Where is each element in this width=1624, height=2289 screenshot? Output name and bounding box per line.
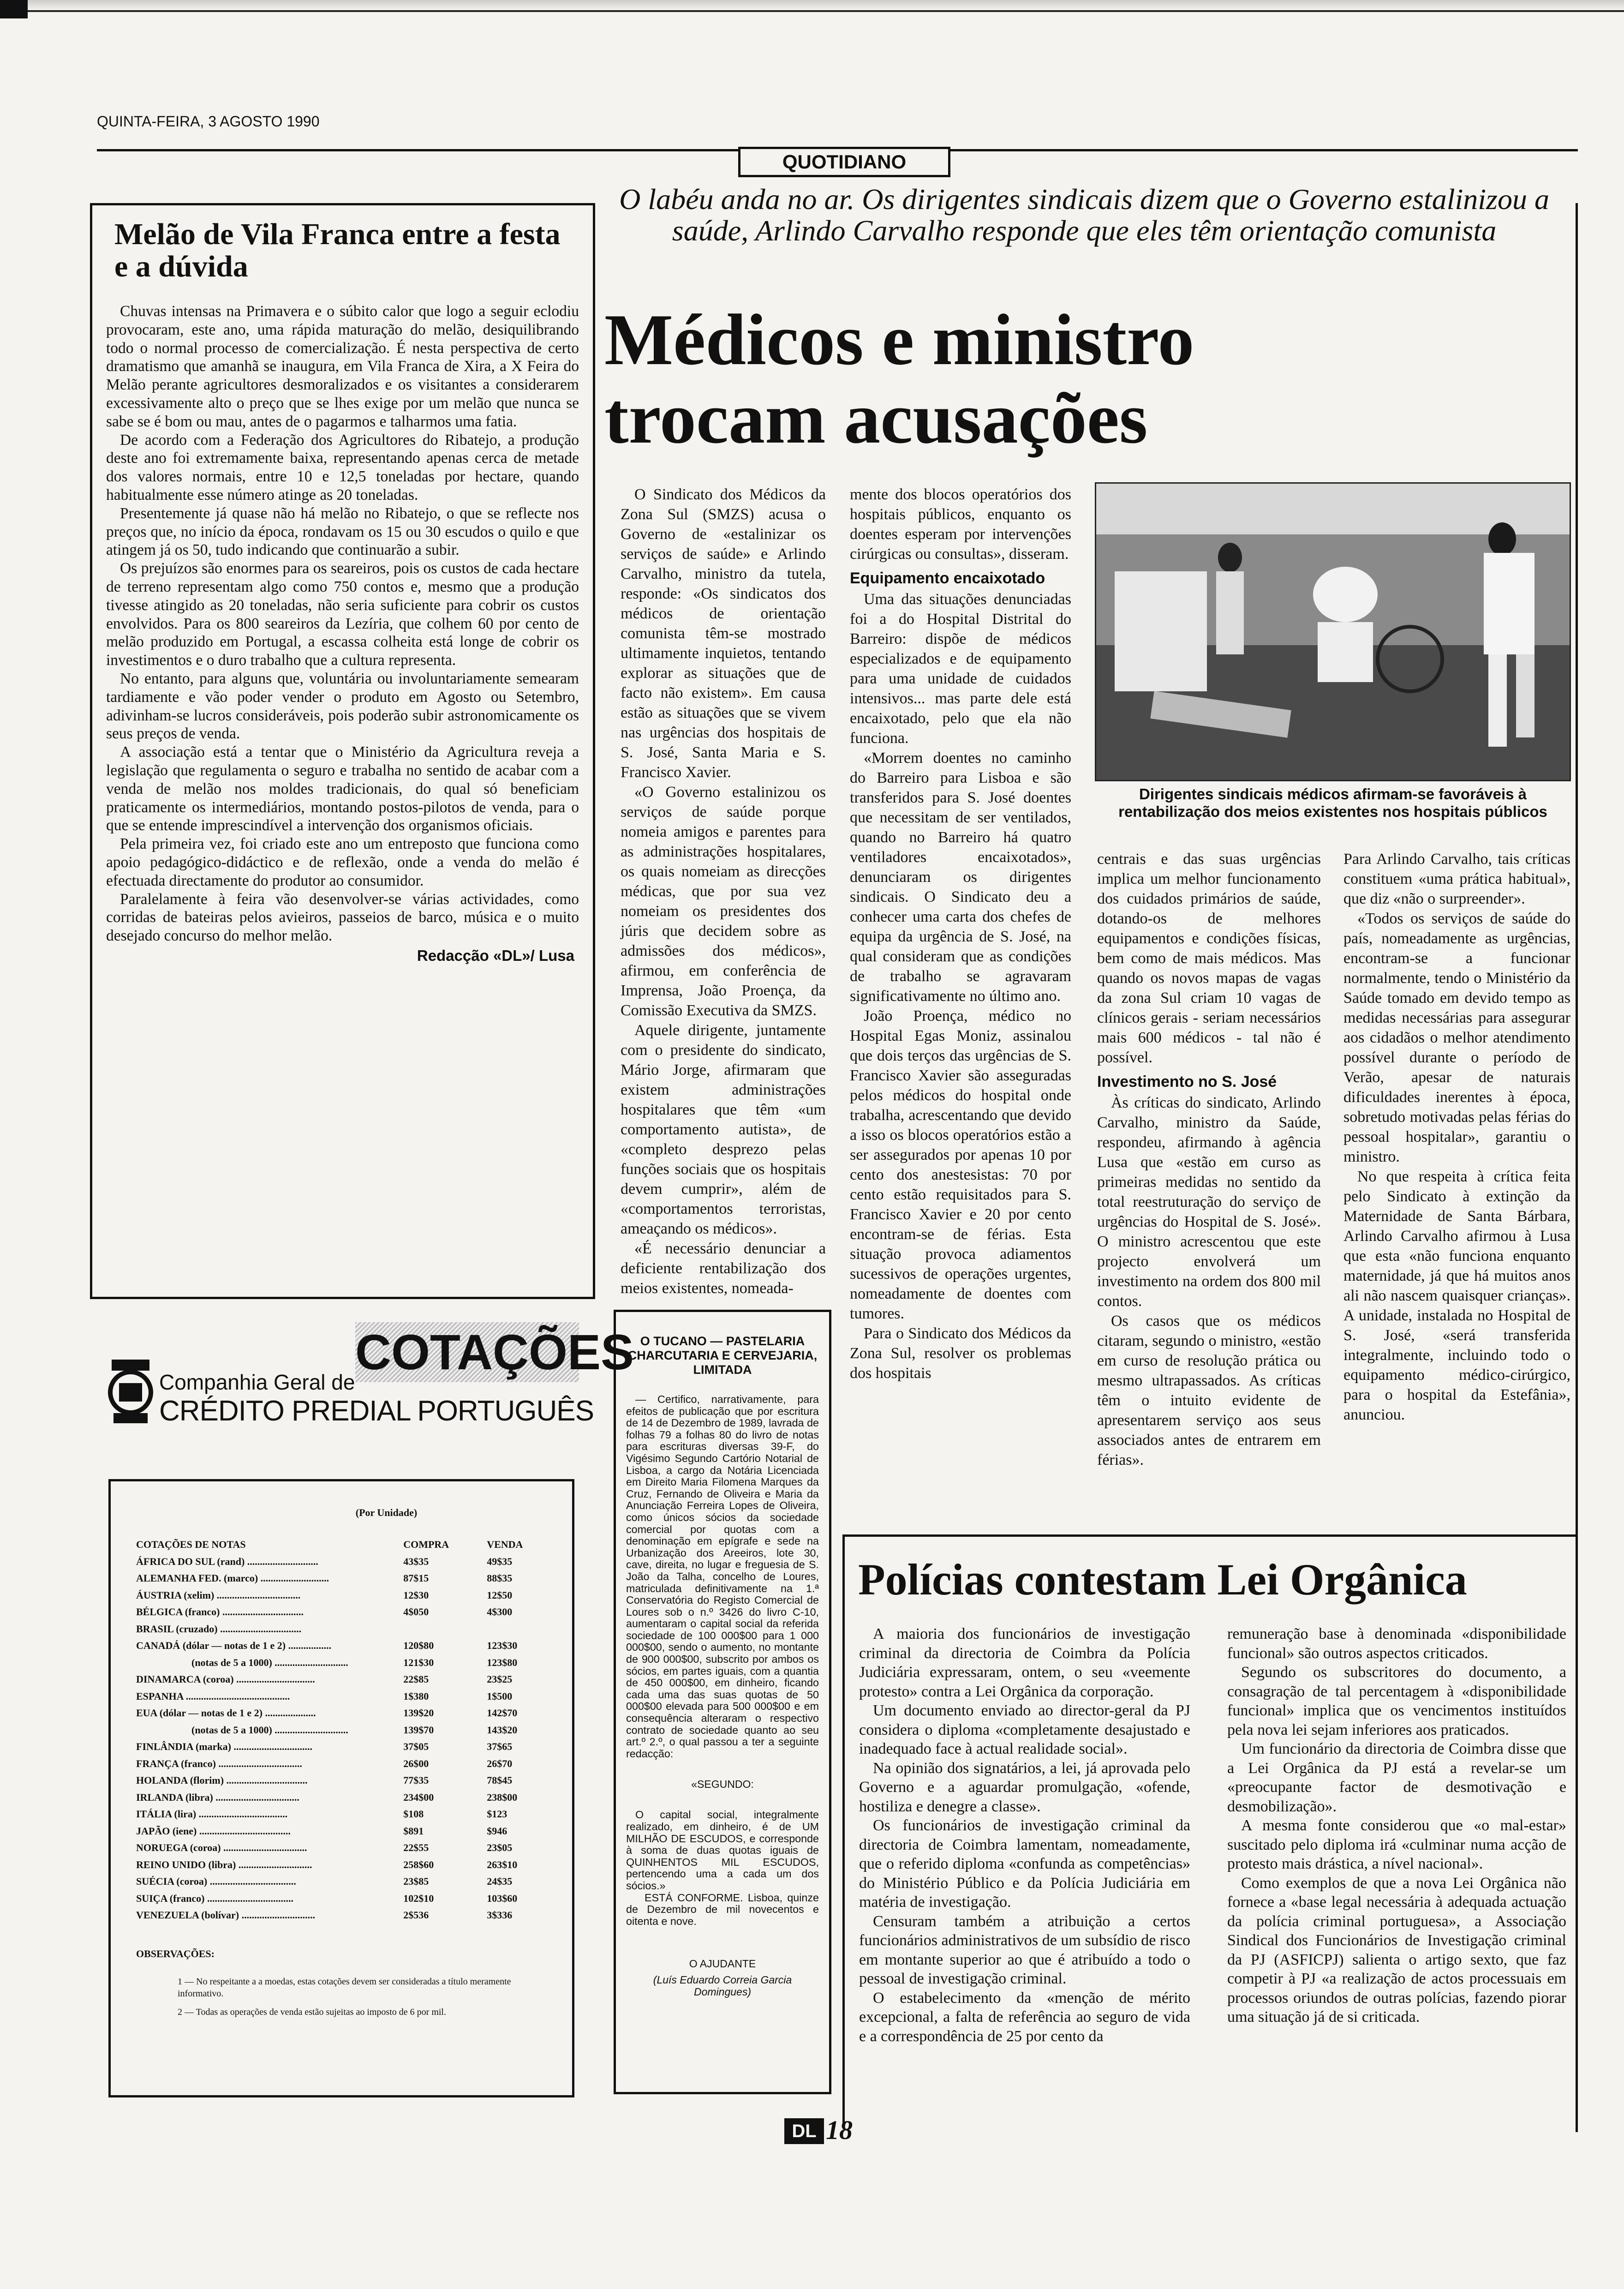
melao-para: Presentemente já quase não há melão no Ribatejo, o que se reflecte nos preços que, no início da época, rondavam os 15 ou 30 escudos o quilo e que atingem já os 50, tudo indicando que continuarão a subir. [106,504,579,559]
buy-cell: 102$10 [403,1892,434,1904]
buy-cell: 22$55 [403,1842,429,1853]
sell-cell: 142$70 [487,1707,518,1719]
buy-cell: 258$60 [403,1858,434,1870]
table-row [136,1857,554,1874]
section-label: QUOTIDIANO [738,147,950,177]
buy-cell: 121$30 [403,1656,434,1668]
melao-byline: Redacção «DL»/ Lusa [417,947,574,964]
sell-cell: 37$65 [487,1741,513,1752]
melao-title: Melão de Vila Franca entre a festa e a dúvida [114,217,561,283]
medicos-col-3 [1097,849,1321,1470]
melao-para: Pela primeira vez, foi criado este ano um entreposto que funciona como apoio pedagógico-didáctico e de reflexão, onde a venda do melão é efectuada directamente do produtor ao consumidor. [106,835,579,889]
currency-cell: BRASIL (cruzado) ................................ [136,1623,302,1635]
currency-cell: ITÁLIA (lira) ................................... [136,1808,288,1820]
buy-cell: 23$85 [403,1876,429,1887]
sell-cell: 23$25 [487,1673,513,1685]
right-rule [1576,203,1578,2132]
table-row [136,1772,554,1789]
currency-cell: ALEMANHA FED. (marco) ........................... [136,1572,329,1584]
table-row [136,1738,554,1756]
sell-cell: 78$45 [487,1774,513,1786]
medicos-para: Às críticas do sindicato, Arlindo Carvalho, ministro da Saúde, respondeu, afirmando à agência Lusa que «estão em curso as primeiras medidas no sentido da total reestruturação do serviço de urgências do Hospital de S. José». O ministro acrescentou que este projecto envolverá um investimento na ordem dos 800 mil contos. [1097,1094,1321,1310]
obs-title: OBSERVAÇÕES: [136,1947,215,1959]
currency-cell: DINAMARCA (coroa) ............................... [136,1673,315,1685]
buy-cell: 22$85 [403,1673,429,1685]
sell-cell: 103$60 [487,1892,518,1904]
policias-para: Segundo os subscritores do documento, a consagração de tal percentagem à «disponibilidade funcional» implica que os vencimentos instituídos pela nova lei sejam inferiores aos praticados. [1227,1664,1566,1738]
hospital-photo [1095,482,1571,781]
policias-para: Um funcionário da directoria de Coimbra disse que a Lei Orgânica da PJ está a revelar-se um «preocupante factor de desmotivação e desmobilização». [1227,1740,1566,1815]
policias-para: remuneração base à denominada «disponibilidade funcional» são outros aspectos criticados. [1227,1625,1566,1662]
medicos-kicker: O labéu anda no ar. Os dirigentes sindicais dizem que o Governo estalinizou a saúde, Arlindo Carvalho responde que eles têm orientação comunista [619,183,1549,247]
table-row [136,1553,554,1570]
medicos-para: centrais e das suas urgências implica um melhor funcionamento dos cuidados primários de saúde, dotando-os de melhores equipamentos e condições físicas, bem como de mais médicos. Mas quando os novos mapas de vagas da zona Sul criam 10 vagas de clínicos gerais - seriam necessários mais 600 médicos - tal não é possível. [1097,851,1321,1066]
medicos-col-2 [850,485,1071,1383]
medicos-col-4 [1343,849,1570,1425]
currency-cell: VENEZUELA (bolívar) ............................. [136,1909,316,1921]
buy-cell: 234$00 [403,1791,434,1803]
medicos-para: O Sindicato dos Médicos da Zona Sul (SMZS) acusa o Governo de «estalinizar os serviços de saúde» e Arlindo Carvalho, ministro da tutela, responde: «Os sindicatos dos médicos de orientação comunista têm-se mostrado ultimamente inquietos, tentando explorar as situações que de facto não existem». Em causa estão as situações que se vivem nas urgências dos hospitais de S. José, Santa Maria e S. Francisco Xavier. [621,486,826,781]
buy-cell: 43$35 [403,1555,429,1567]
table-row [136,1654,554,1672]
buy-cell: 26$00 [403,1757,429,1769]
buy-cell: 12$30 [403,1589,429,1601]
subhead-equipamento: Equipamento encaixotado [850,569,1045,587]
col-header: COTAÇÕES DE NOTAS [136,1539,246,1550]
table-row [136,1637,554,1654]
sell-cell: 123$30 [487,1640,518,1651]
medicos-para: João Proença, médico no Hospital Egas Moniz, assinalou que dois terços das urgências de S. Francisco Xavier são asseguradas pelos médicos do hospital onde trabalha, acrescentando que devido a isso os blocos operatórios estão a ser assegurados por apenas 10 por cento dos anestesistas: 70 por cento estão requisitados para S. Francisco Xavier e 20 por cento encontram-se de férias. Esta situação provoca adiamentos sucessivos de operações urgentes, nomeadamente de doentes com tumores. [850,1007,1071,1322]
buy-cell: 4$050 [403,1606,429,1618]
bank-name-line1: Companhia Geral de [159,1370,355,1394]
currency-cell: FRANÇA (franco) ................................. [136,1757,302,1769]
medicos-para: Aquele dirigente, juntamente com o presidente do sindicato, Mário Jorge, afirmaram que existem administrações hospitalares que têm «um comportamento autista», de «completo desprezo pelas funções sociais que os hospitais devem cumprir», além de «comportamentos terroristas, ameaçando os médicos». [621,1022,826,1237]
buy-cell: 87$15 [403,1572,429,1584]
buy-cell: 77$35 [403,1774,429,1786]
obs-note-1: 1 — No respeitante a a moedas, estas cotações devem ser consideradas a título meramente informativo. [178,1976,511,1999]
buy-cell: $108 [403,1808,424,1820]
buy-cell: $891 [403,1825,424,1837]
medicos-para: «O Governo estalinizou os serviços de saúde porque nomeia amigos e parentes para as administrações hospitalares, os quais nomeiam as direcções médicas, que por sua vez nomeiam os presidentes dos júris que decidem sobre as admissões dos médicos», afirmou, em conferência de Imprensa, João Proença, da Comissão Executiva da SMZS. [621,784,826,1019]
medicos-para: Uma das situações denunciadas foi a do Hospital Distrital do Barreiro: dispõe de médicos especializados e de equipamento para uma unidade de cuidados intensivos... mas parte dele está encaixotado, pelo que ela não funciona. [850,591,1071,747]
photo-caption: Dirigentes sindicais médicos afirmam-se favoráveis à rentabilização dos meios existentes nos hospitais públicos [1118,785,1547,820]
table-row [136,1907,554,1924]
policias-para: Na opinião dos signatários, a lei, já aprovada pelo Governo e a aguardar promulgação, «ofende, hostiliza e denegre a classe». [859,1759,1190,1815]
medicos-para: Os casos que os médicos citaram, segundo o ministro, «estão em curso de resolução prática ou mesmo ultrapassados. As críticas têm o intuito evidente de apresentarem serviço aos seus associados antes de entrarem em férias». [1097,1312,1321,1468]
melao-para: Chuvas intensas na Primavera e o súbito calor que logo a seguir eclodiu provocaram, este ano, uma rápida maturação do melão, desiquilibrando todo o normal processo de comercialização. É nesta perspectiva de certo dramatismo que amanhã se inaugura, em Vila Franca de Xira, a X Feira do Melão perante agricultores desmoralizados e os visitantes a considerarem excessivamente alto o preço que se lhes exige por um melão que nunca se sabe se é bom ou mau, antes de o pagarmos e talharmos uma fatia. [106,303,579,430]
bank-logo-icon [105,1358,156,1427]
policias-para: Como exemplos de que a nova Lei Orgânica não fornece a «base legal necessária à adequada actuação da polícia criminal portuguesa», a Associação Sindical dos Funcionários de Investigação criminal da PJ (ASFICPJ) salienta o artigo sexto, que faz competir à PJ «a realização de actos processuais em processos oriundos de outras polícias, fazendo piorar uma situação já de si criticada. [1227,1874,1566,2025]
cotacoes-unit-note: (Por Unidade) [355,1507,418,1518]
sell-cell: 123$80 [487,1656,518,1668]
currency-cell: NORUEGA (coroa) ................................. [136,1842,307,1853]
sell-cell: 12$50 [487,1589,513,1601]
buy-cell: 37$05 [403,1741,429,1752]
buy-cell: 139$70 [403,1724,434,1736]
table-row [136,1688,554,1705]
table-row [136,1570,554,1587]
table-row [136,1756,554,1773]
table-row [136,1722,554,1739]
table-row [136,1806,554,1823]
page-number: 18 [826,2115,853,2145]
sell-cell [487,1621,554,1638]
policias-headline: Polícias contestam Lei Orgânica [858,1555,1467,1604]
top-rule [0,0,1624,12]
policias-para: Censuram também a atribuição a certos funcionários administrativos de um subsídio de risco em montante superior ao que é atribuído a todo o pessoal de investigação criminal. [859,1912,1190,1987]
policias-para: Os funcionários de investigação criminal da directoria de Coimbra lamentam, nomeadamente, que o referido diploma «confunda as competências» do Ministério Público e da Polícia Judiciária em matéria de investigação. [859,1817,1190,1911]
currency-cell: ÁFRICA DO SUL (rand) ............................ [136,1555,318,1567]
sell-cell: 26$70 [487,1757,513,1769]
bank-name-line2: CRÉDITO PREDIAL PORTUGUÊS [159,1395,594,1427]
medicos-para: «É necessário denunciar a deficiente rentabilização dos meios existentes, nomeada- [621,1240,826,1297]
sell-cell: 3$336 [487,1909,513,1921]
currency-cell: CANADÁ (dólar — notas de 1 e 2) ................. [136,1640,332,1651]
medicos-para: «Todos os serviços de saúde do país, nomeadamente as urgências, encontram-se a funcionar normalmente, tendo o Ministério da Saúde tomado em devido tempo as medidas necessárias para assegurar aos cidadãos o melhor atendimento possível durante o período de Verão, apesar de naturais dificuldades inerentes à época, sobretudo motivadas pelas férias do pessoal hospitalar», garantiu o ministro. [1343,910,1570,1165]
currency-cell: SUIÇA (franco) .................................. [136,1892,293,1904]
table-row [136,1671,554,1688]
tucano-title: O TUCANO — PASTELARIA CHARCUTARIA E CERVEJARIA, LIMITADA [627,1334,818,1377]
sell-cell: 88$35 [487,1572,513,1584]
buy-cell: 2$536 [403,1909,429,1921]
tucano-conforme: ESTÁ CONFORME. Lisboa, quinze de Dezembro de mil novecentos e oitenta e nove. [626,1891,819,1927]
sell-cell: 143$20 [487,1724,518,1736]
table-row [136,1621,554,1638]
corner-mark [0,0,28,18]
table-row [136,1873,554,1890]
currency-cell: REINO UNIDO (libra) ............................. [136,1858,312,1870]
cotacoes-title: COTAÇÕES [355,1324,634,1380]
tucano-signer-role: O AJUDANTE [689,1958,756,1970]
sell-cell: 263$10 [487,1858,518,1870]
policias-para: A mesma fonte considerou que «o mal-estar» suscitado pelo diploma irá «culminar numa acção de protesto mais drástica, a nível nacional». [1227,1817,1566,1872]
tucano-signer-name: (Luís Eduardo Correia Garcia Domingues) [653,1974,792,1998]
policias-col-1 [859,1624,1190,2046]
melao-para: Paralelamente à feira vão desenvolver-se várias actividades, como corridas de bateiras pelos avieiros, passeios de barco, música e o muito desejado concurso do melhor melão. [106,890,579,945]
table-header-row [136,1536,554,1553]
currency-cell: EUA (dólar — notas de 1 e 2) .................... [136,1707,316,1719]
medicos-para: mente dos blocos operatórios dos hospitais públicos, enquanto os doentes esperam por intervenções cirúrgicas ou consultas», disseram. [850,486,1071,563]
currency-cell: ÁUSTRIA (xelim) ................................. [136,1589,301,1601]
policias-para: Um documento enviado ao director-geral da PJ considera o diploma «completamente desajustado e inadequado face à actual realidade social». [859,1702,1190,1757]
policias-para: A maioria dos funcionários de investigação criminal da directoria de Coimbra da Polícia Judiciária expressaram, ontem, o seu «veemente protesto» contra a Lei Orgânica da corporação. [859,1625,1190,1700]
table-row [136,1587,554,1604]
table-row [136,1840,554,1857]
melao-para: De acordo com a Federação dos Agricultores do Ribatejo, a produção deste ano foi extremamente baixa, representando apenas cerca de metade dos valores normais, entre 10 e 12,5 toneladas por hectare, quando habitualmente esse número atinge as 20 toneladas. [106,431,579,503]
photo-scene [1096,484,1571,781]
melao-box [90,203,595,1299]
tucano-body: — Certifico, narrativamente, para efeitos de publicação que por escritura de 14 de Dezembro de 1989, lavrada de folhas 79 a folhas 80 do livro de notas para escrituras diversas 39-F, do Vigésimo Segundo Cartório Notarial de Lisboa, a cargo da Notária Licenciada em Direito Maria Filomena Marques da Cruz, Fernando de Oliveira e Maria da Anunciação Ferreira Lopes de Oliveira, como únicos sócios da sociedade comercial por quotas com a denominação em epígrafe e sede na Urbanização dos Areeiros, lote 30, cave, direita, no lugar e freguesia de S. João da Talha, concelho de Loures, matriculada definitivamente na 1.ª Conservatória do Registo Comercial de Loures sob o n.º 3426 do livro C-10, aumentaram o capital social da referida sociedade de 100 000$00 para 1 000 000$00, sendo o aumento, no montante de 900 000$00, subscrito por ambos os sócios, em partes iguais, com a quantia de 450 000$00, em dinheiro, ficando cada uma das suas quotas de 50 000$00 elevada para 500 000$00 e em consequência alteraram o respectivo contrato de sociedade quanto ao seu art.º 2.º, o qual passou a ter a seguinte redacção: [626,1393,819,1760]
tucano-clause: O capital social, integralmente realizado, em dinheiro, é de UM MILHÃO DE ESCUDOS, e corresponde à soma de duas quotas iguais de QUINHENTOS MIL ESCUDOS, pertencendo uma a cada um dos sócios.» [626,1809,819,1892]
currency-cell: FINLÂNDIA (marka) ............................... [136,1741,312,1752]
folio-logo: DL [784,2118,824,2144]
cotacoes-box [108,1479,574,2097]
buy-cell: 139$20 [403,1707,434,1719]
sell-cell: 1$500 [487,1690,513,1702]
buy-cell [403,1621,487,1638]
policias-col-2 [1227,1624,1566,2027]
medicos-para: Para o Sindicato dos Médicos da Zona Sul, resolver os problemas dos hospitais [850,1325,1071,1382]
tucano-segundo: «SEGUNDO: [691,1778,754,1791]
medicos-para: Para Arlindo Carvalho, tais críticas constituem «uma prática habitual», que diz «não o surpreender». [1343,851,1570,907]
table-row [136,1890,554,1907]
currency-cell: (notas de 5 a 1000) ............................. [191,1656,348,1668]
melao-para: A associação está a tentar que o Ministério da Agricultura reveja a legislação que regulamenta o seguro e trabalha no sentido de acabar com a venda de melão nos moldes tradicionais, do qual só beneficiam praticamente os intermediários, montando postos-pilotos de venda, para o que se entende imprescindível a intervenção dos organismos oficiais. [106,743,579,834]
medicos-para: No que respeita à crítica feita pelo Sindicato à extinção da Maternidade de Santa Bárbara, Arlindo Carvalho afirmou à Lusa que esta «não funciona enquanto maternidade, já que há muitos anos ali não nascem quaisquer crianças». A unidade, instalada no Hospital de S. José, «será transferida integralmente, incluindo todo o equipamento médico-cirúrgico, para o hospital da Estefânia», anunciou. [1343,1168,1570,1423]
currency-cell: BÉLGICA (franco) ................................ [136,1606,304,1618]
sell-cell: 238$00 [487,1791,518,1803]
tucano-notice-box [614,1310,831,2094]
buy-cell: 120$80 [403,1640,434,1651]
col-header: COMPRA [403,1539,449,1550]
table-row [136,1789,554,1806]
subhead-investimento: Investimento no S. José [1097,1073,1277,1091]
cotacoes-rows [136,1553,554,1924]
cotacoes-table [136,1536,554,1924]
table-row [136,1705,554,1722]
medicos-col-1 [621,485,826,1298]
sell-cell: 23$05 [487,1842,513,1853]
page-date: QUINTA-FEIRA, 3 AGOSTO 1990 [97,113,320,130]
policias-para: O estabelecimento da «menção de mérito excepcional, a falta de referência ao seguro de vida e a correspondência de 25 por cento da [859,1989,1190,2045]
currency-cell: ESPANHA ......................................... [136,1690,290,1702]
sell-cell: 24$35 [487,1876,513,1887]
medicos-para: «Morrem doentes no caminho do Barreiro para Lisboa e são transferidos para S. José doentes que necessitam de ser ventilados, quando no Barreiro há quatro ventiladores encaixotados», denunciaram os dirigentes sindicais. O Sindicato deu a conhecer uma carta dos chefes de equipa da urgência de S. José, na qual consideram que as condições de trabalho se agravaram significativamente no último ano. [850,749,1071,1005]
currency-cell: HOLANDA (florim) ................................ [136,1774,308,1786]
sell-cell: $946 [487,1825,508,1837]
melao-para: No entanto, para alguns que, voluntária ou involuntariamente semearam tardiamente e vão poder vender o produto em Agosto ou Setembro, adivinham-se lucros consideráveis, pois poderão subir astronomicamente os seus preços de venda. [106,670,579,743]
table-row [136,1604,554,1621]
melao-para: Os prejuízos são enormes para os seareiros, pois os custos de cada hectare de terreno representam algo como 750 contos e, mesmo que a produção tivesse atingido as 20 toneladas, não seria suficiente para cobrir os custos envolvidos. Para os 800 seareiros da Lezíria, que colhem 60 por cento de melão produzido em Portugal, a escassa colheita está longe de cobrir os investimentos e o duro trabalho que a cultura representa. [106,560,579,669]
currency-cell: IRLANDA (libra) ................................. [136,1791,299,1803]
currency-cell: (notas de 5 a 1000) ............................. [191,1724,348,1736]
sell-cell: 4$300 [487,1606,513,1618]
sell-cell: $123 [487,1808,508,1820]
table-row [136,1823,554,1840]
sell-cell: 49$35 [487,1555,513,1567]
melao-body [106,302,579,945]
obs-note-2: 2 — Todas as operações de venda estão sujeitas ao imposto de 6 por mil. [178,2007,446,2017]
buy-cell: 1$380 [403,1690,429,1702]
currency-cell: JAPÃO (iene) .................................... [136,1825,291,1837]
medicos-headline: Médicos e ministro trocam acusações [604,300,1194,459]
currency-cell: SUÉCIA (coroa) .................................. [136,1876,296,1887]
col-header: VENDA [487,1539,523,1550]
